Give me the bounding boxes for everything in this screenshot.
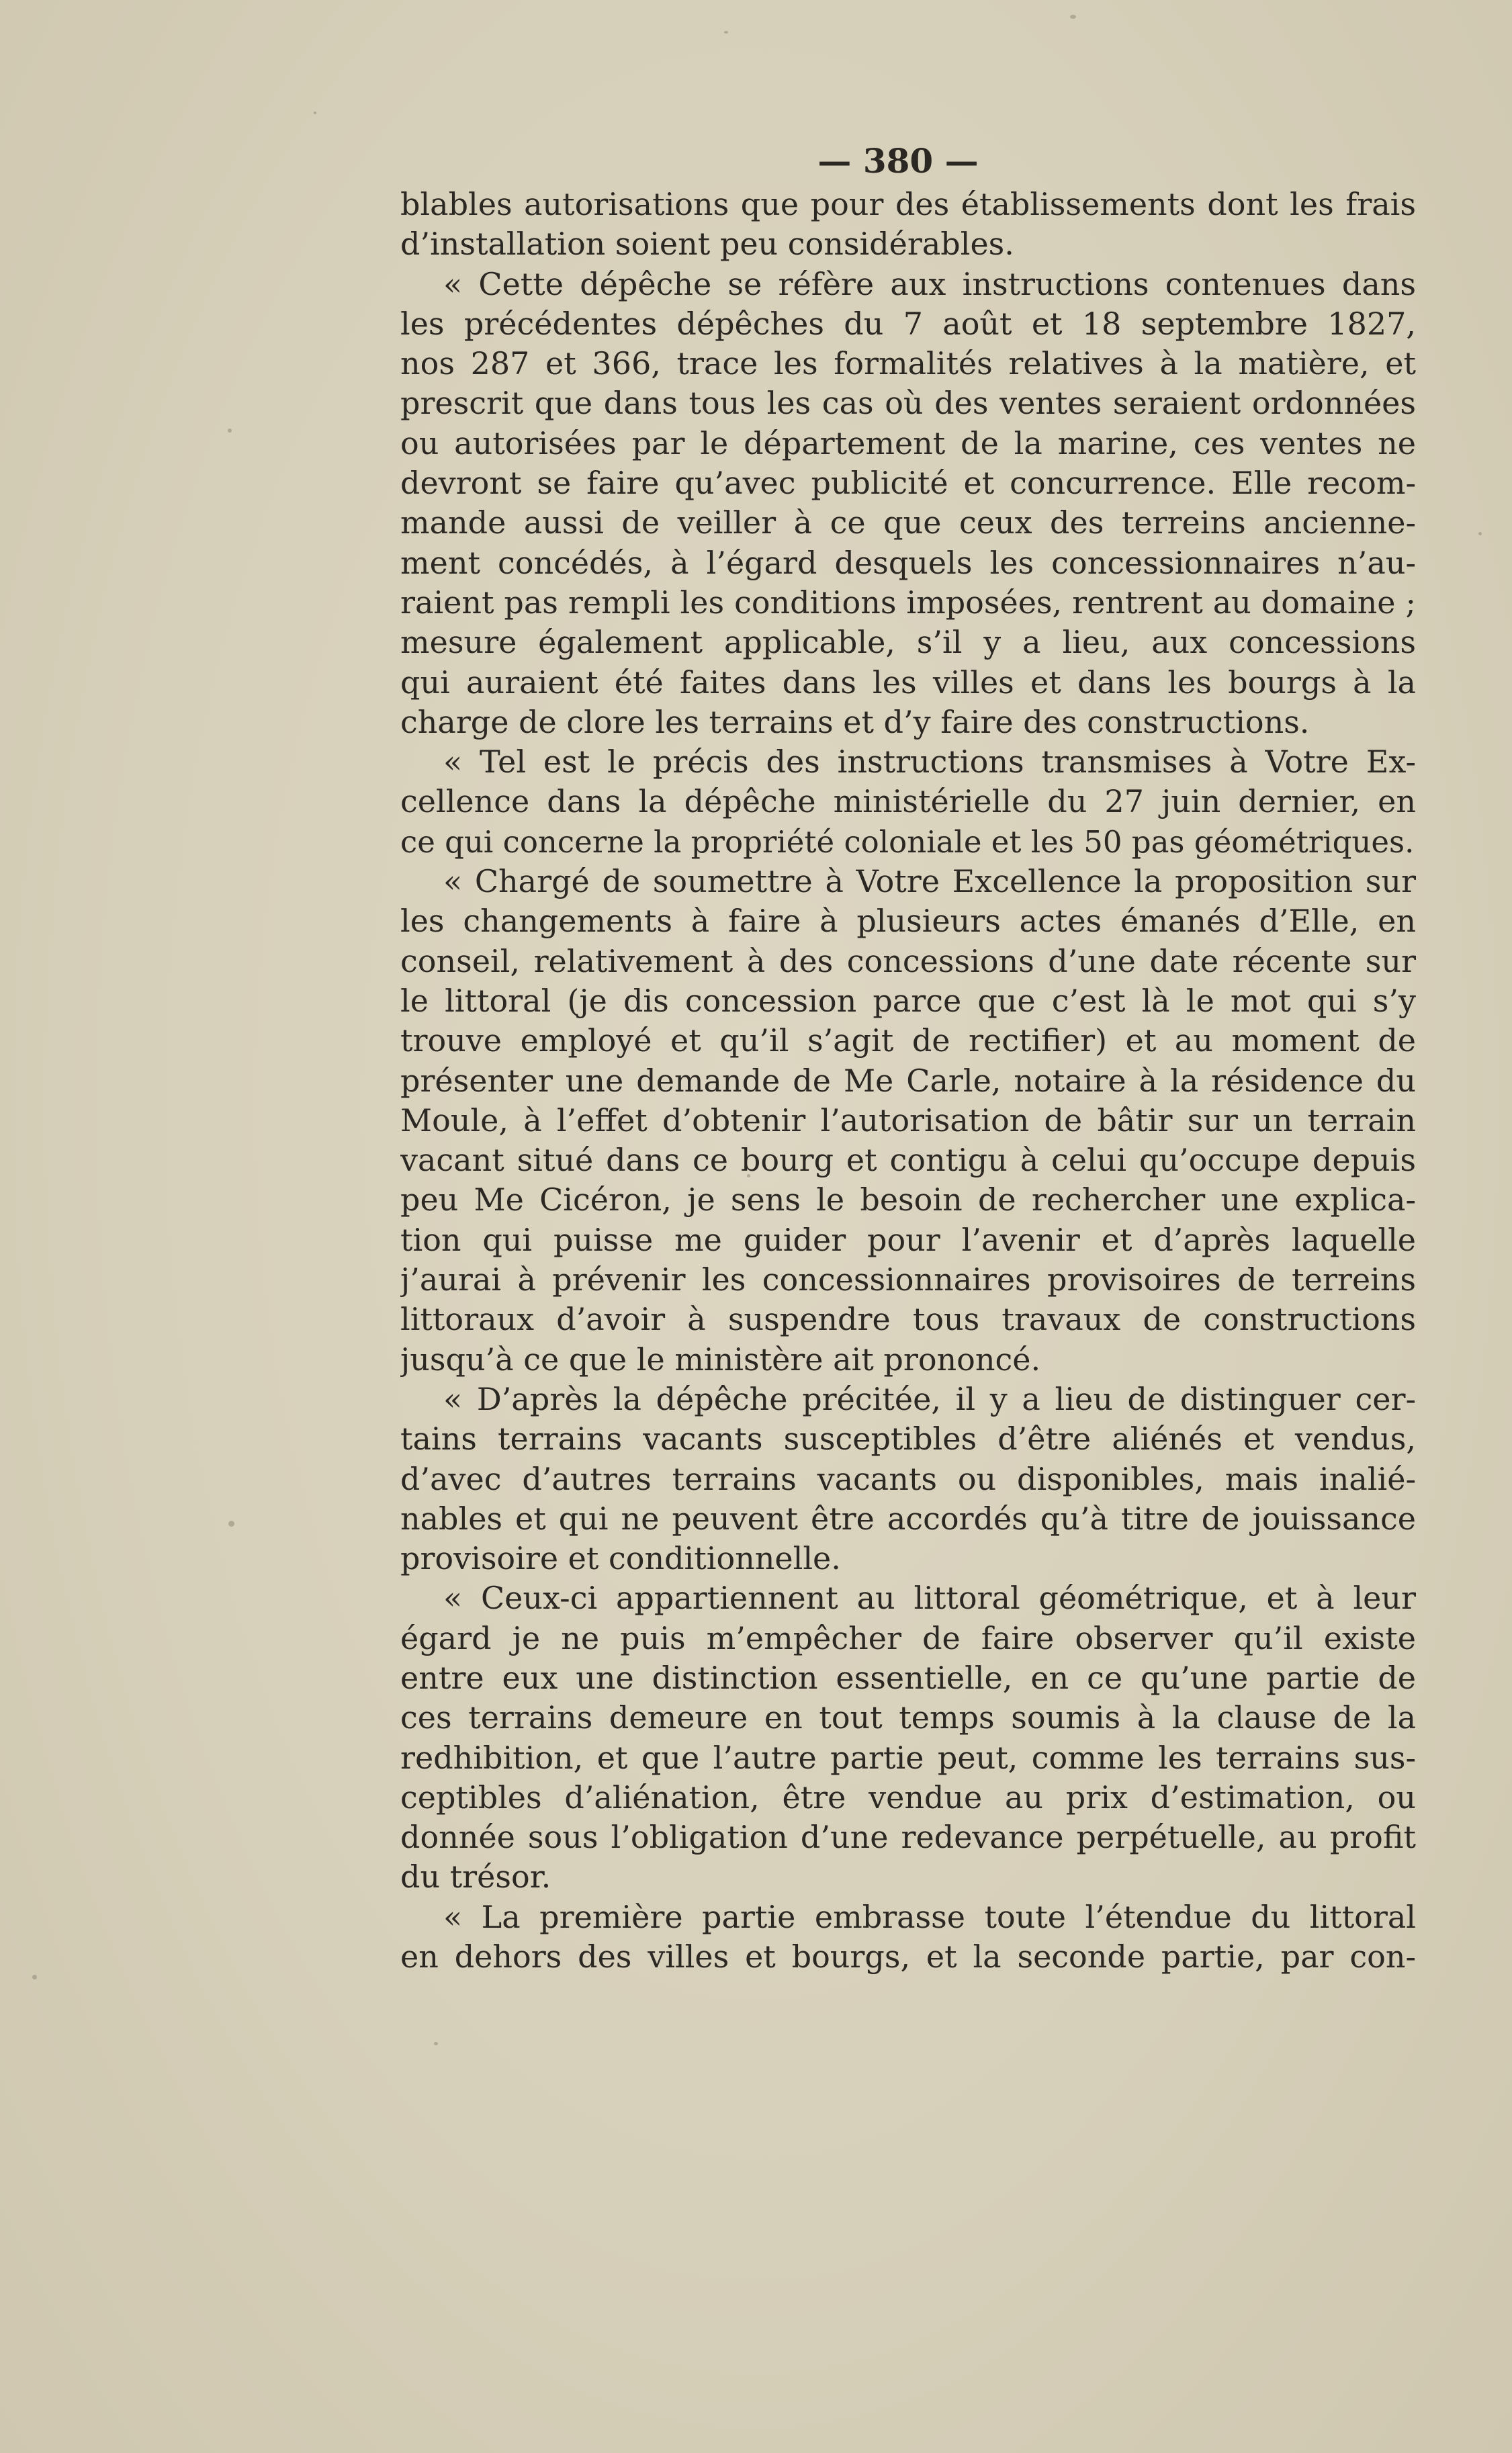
text-line: j’aurai à prévenir les concessionnaires provisoires de terreins xyxy=(400,1261,1416,1298)
text-line: entre eux une distinction essentielle, en ce qu’une partie de xyxy=(400,1659,1416,1696)
paper-speck xyxy=(314,112,316,114)
text-line: « La première partie embrasse toute l’étendue du littoral xyxy=(443,1898,1416,1935)
paper-speck xyxy=(1070,15,1076,19)
text-line: Moule, à l’effet d’obtenir l’autorisation de bâtir sur un terrain xyxy=(400,1102,1416,1139)
text-line: vacant situé dans ce bourg et contigu à celui qu’occupe depuis xyxy=(400,1142,1416,1179)
paper-speck xyxy=(434,2042,438,2045)
text-line: raient pas rempli les conditions imposées, rentrent au domaine ; xyxy=(400,584,1416,621)
text-line: ment concédés, à l’égard desquels les concessionnaires n’au- xyxy=(400,544,1416,581)
text-line: jusqu’à ce que le ministère ait prononcé. xyxy=(400,1341,1041,1378)
text-block xyxy=(400,138,1416,1977)
paper-speck xyxy=(32,1975,37,1979)
text-line: « Chargé de soumettre à Votre Excellence la proposition sur xyxy=(443,863,1416,900)
text-line: ceptibles d’aliénation, être vendue au prix d’estimation, ou xyxy=(400,1779,1416,1816)
text-line: égard je ne puis m’empêcher de faire observer qu’il existe xyxy=(400,1619,1416,1656)
paper-speck xyxy=(228,429,232,433)
text-line: « Ceux-ci appartiennent au littoral géométrique, et à leur xyxy=(443,1580,1416,1617)
text-line: conseil, relativement à des concessions d’une date récente sur xyxy=(400,942,1416,979)
text-line: tion qui puisse me guider pour l’avenir et d’après laquelle xyxy=(400,1221,1416,1258)
text-line: « Cette dépêche se réfère aux instructions contenues dans xyxy=(443,265,1416,302)
text-line: le littoral (je dis concession parce que c’est là le mot qui s’y xyxy=(400,982,1416,1019)
text-line: charge de clore les terrains et d’y faire des constructions. xyxy=(400,703,1310,740)
text-line: ces terrains demeure en tout temps soumis à la clause de la xyxy=(400,1699,1416,1736)
text-line: présenter une demande de Me Carle, notaire à la résidence du xyxy=(400,1062,1416,1099)
text-line: trouve employé et qu’il s’agit de rectifier) et au moment de xyxy=(400,1022,1416,1059)
text-line: mande aussi de veiller à ce que ceux des terreins ancienne- xyxy=(400,504,1416,541)
paragraph-lines xyxy=(400,185,1416,1977)
text-line: en dehors des villes et bourgs, et la seconde partie, par con- xyxy=(400,1938,1416,1975)
page-number: — 380 — xyxy=(817,141,979,181)
text-line: blables autorisations que pour des établissements dont les frais xyxy=(400,186,1416,222)
paper-speck xyxy=(1478,532,1482,535)
paper-speck xyxy=(724,31,728,34)
text-line: redhibition, et que l’autre partie peut, comme les terrains sus- xyxy=(400,1739,1416,1776)
text-line: mesure également applicable, s’il y a lieu, aux concessions xyxy=(400,624,1416,661)
text-line: provisoire et conditionnelle. xyxy=(400,1540,841,1577)
text-line: les précédentes dépêches du 7 août et 18 septembre 1827, xyxy=(400,305,1416,342)
text-line: « Tel est le précis des instructions transmises à Votre Ex- xyxy=(443,744,1416,780)
text-line: littoraux d’avoir à suspendre tous travaux de constructions xyxy=(400,1301,1416,1338)
text-line: ce qui concerne la propriété coloniale et les 50 pas géométriques. xyxy=(400,823,1415,860)
text-line: peu Me Cicéron, je sens le besoin de rechercher une explica- xyxy=(400,1181,1416,1218)
text-line: prescrit que dans tous les cas où des ventes seraient ordonnées xyxy=(400,385,1416,422)
text-line: devront se faire qu’avec publicité et concurrence. Elle recom- xyxy=(400,465,1416,502)
text-line: « D’après la dépêche précitée, il y a lieu de distinguer cer- xyxy=(443,1380,1416,1417)
text-line: cellence dans la dépêche ministérielle du 27 juin dernier, en xyxy=(400,783,1416,820)
text-line: du trésor. xyxy=(400,1859,551,1896)
text-line: d’avec d’autres terrains vacants ou disponibles, mais inalié- xyxy=(400,1460,1416,1497)
text-line: qui auraient été faites dans les villes et dans les bourgs à la xyxy=(400,664,1416,701)
text-line: tains terrains vacants susceptibles d’être aliénés et vendus, xyxy=(400,1421,1416,1458)
text-line: ou autorisées par le département de la marine, ces ventes ne xyxy=(400,425,1416,461)
text-line: nos 287 et 366, trace les formalités relatives à la matière, et xyxy=(400,345,1416,382)
text-line: d’installation soient peu considérables. xyxy=(400,226,1014,263)
text-line: nables et qui ne peuvent être accordés qu’à titre de jouissance xyxy=(400,1500,1416,1537)
paper-speck xyxy=(228,1521,234,1527)
text-line: les changements à faire à plusieurs actes émanés d’Elle, en xyxy=(400,903,1416,940)
text-line: donnée sous l’obligation d’une redevance perpétuelle, au profit xyxy=(400,1819,1416,1856)
